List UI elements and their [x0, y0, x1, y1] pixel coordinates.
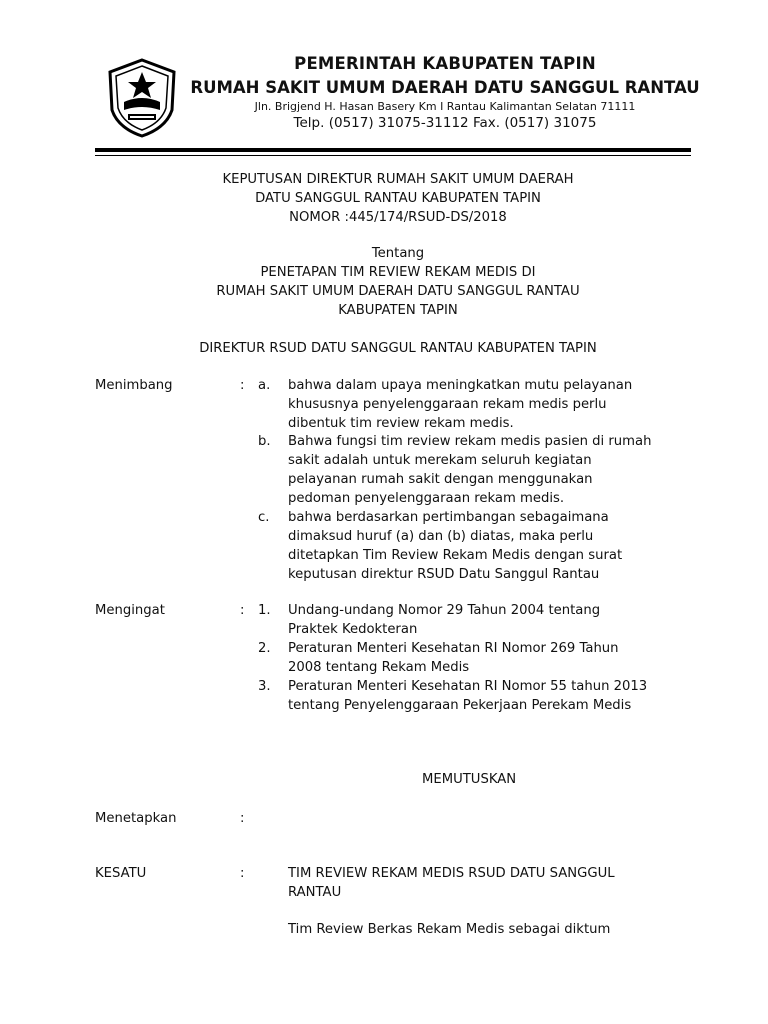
list-item-line: bahwa dalam upaya meningkatkan mutu pelayanan: [288, 378, 633, 393]
director-heading: DIREKTUR RSUD DATU SANGGUL RANTAU KABUPATEN TAPIN: [199, 341, 597, 356]
menetapkan-label: Menetapkan: [95, 811, 177, 826]
decree-title-line2: DATU SANGGUL RANTAU KABUPATEN TAPIN: [255, 191, 541, 206]
letterhead-phone: Telp. (0517) 31075-31112 Fax. (0517) 31075: [293, 115, 597, 131]
decree-number: NOMOR :445/174/RSUD-DS/2018: [289, 210, 507, 225]
list-item-line: sakit adalah untuk merekam seluruh kegiatan: [288, 453, 592, 468]
list-item-line: bahwa berdasarkan pertimbangan sebagaimana: [288, 510, 609, 525]
list-item-line: ditetapkan Tim Review Rekam Medis dengan surat: [288, 548, 623, 563]
mengingat-colon: :: [240, 603, 245, 618]
about-line1: PENETAPAN TIM REVIEW REKAM MEDIS DI: [260, 265, 536, 280]
list-item-line: dimaksud huruf (a) dan (b) diatas, maka perlu: [288, 529, 594, 544]
letterhead-divider: [95, 148, 691, 152]
decree-title-line1: KEPUTUSAN DIREKTUR RUMAH SAKIT UMUM DAERAH: [222, 172, 574, 187]
letterhead-address: Jln. Brigjend H. Hasan Basery Km I Rantau Kalimantan Selatan 71111: [254, 100, 636, 113]
list-item-line: tentang Penyelenggaraan Pekerjaan Perekam Medis: [288, 698, 632, 713]
memutuskan-heading: MEMUTUSKAN: [422, 772, 517, 787]
list-marker: b.: [258, 434, 271, 449]
about-line2: RUMAH SAKIT UMUM DAERAH DATU SANGGUL RANTAU: [216, 284, 580, 299]
menimbang-label: Menimbang: [95, 378, 173, 393]
list-item-line: dibentuk tim review rekam medis.: [288, 416, 514, 431]
kesatu-text-line: TIM REVIEW REKAM MEDIS RSUD DATU SANGGUL: [288, 866, 615, 881]
mengingat-label: Mengingat: [95, 603, 165, 618]
list-item-line: Peraturan Menteri Kesehatan RI Nomor 55 tahun 2013: [288, 679, 648, 694]
about-label: Tentang: [371, 246, 425, 261]
list-item-line: Bahwa fungsi tim review rekam medis pasien di rumah: [288, 434, 652, 449]
list-item-line: pelayanan rumah sakit dengan menggunakan: [288, 472, 593, 487]
list-marker: a.: [258, 378, 271, 393]
list-marker: 1.: [258, 603, 271, 618]
kesatu-note: Tim Review Berkas Rekam Medis sebagai diktum: [288, 922, 611, 937]
list-marker: c.: [258, 510, 270, 525]
list-marker: 2.: [258, 641, 271, 656]
letterhead-divider-thin: [95, 155, 691, 156]
kesatu-text-line: RANTAU: [288, 885, 342, 900]
list-item-line: Peraturan Menteri Kesehatan RI Nomor 269 Tahun: [288, 641, 619, 656]
letterhead-government: PEMERINTAH KABUPATEN TAPIN: [294, 54, 596, 73]
list-item-line: pedoman penyelenggaraan rekam medis.: [288, 491, 565, 506]
menetapkan-colon: :: [240, 811, 245, 826]
regency-crest-icon: [106, 58, 178, 138]
list-item-line: 2008 tentang Rekam Medis: [288, 660, 470, 675]
letterhead-hospital: RUMAH SAKIT UMUM DAERAH DATU SANGGUL RANTAU: [190, 78, 700, 97]
list-item-line: keputusan direktur RSUD Datu Sanggul Rantau: [288, 567, 600, 582]
menimbang-colon: :: [240, 378, 245, 393]
list-item-line: khususnya penyelenggaraan rekam medis perlu: [288, 397, 607, 412]
about-line3: KABUPATEN TAPIN: [338, 303, 458, 318]
kesatu-label: KESATU: [95, 866, 147, 881]
list-item-line: Praktek Kedokteran: [288, 622, 418, 637]
list-item-line: Undang-undang Nomor 29 Tahun 2004 tentang: [288, 603, 601, 618]
kesatu-colon: :: [240, 866, 245, 881]
list-marker: 3.: [258, 679, 271, 694]
